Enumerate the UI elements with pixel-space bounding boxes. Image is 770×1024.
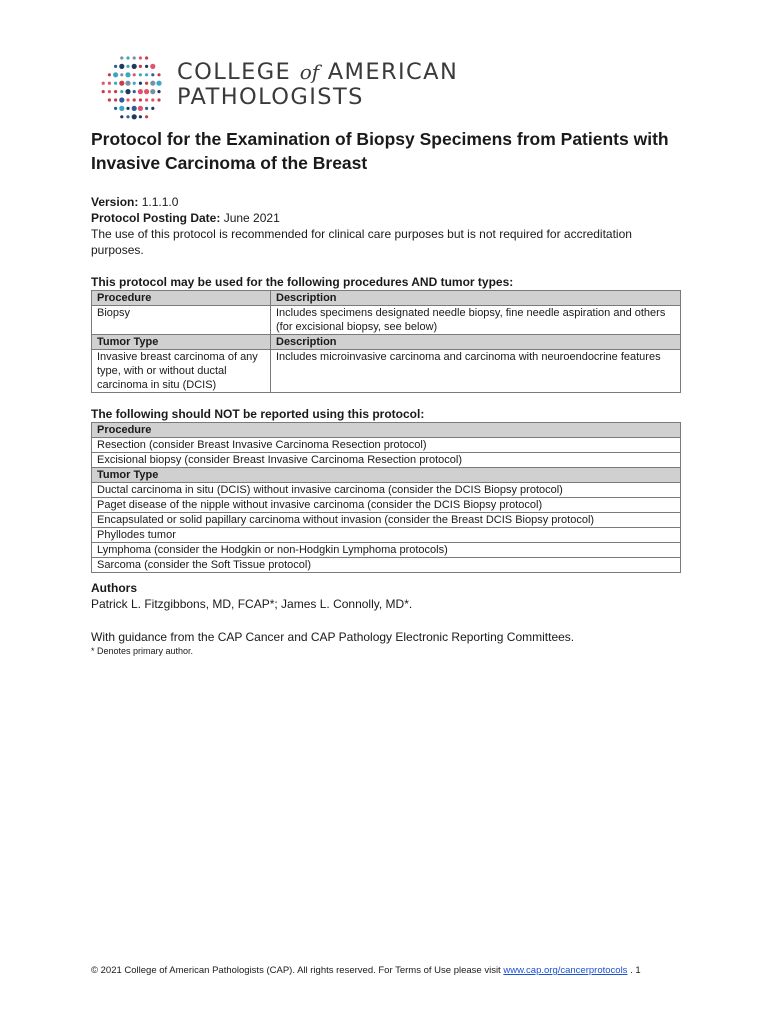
logo-line1-college: COLLEGE	[177, 59, 292, 85]
version-label: Version:	[91, 195, 139, 209]
posting-date-value: June 2021	[223, 211, 280, 225]
table-row	[92, 528, 681, 543]
tumor-type-cell: Paget disease of the nipple without invasive carcinoma (consider the DCIS Biopsy protocol)	[92, 498, 681, 513]
logo-dot	[114, 98, 117, 101]
table-row	[92, 558, 681, 573]
logo-dot	[126, 65, 129, 68]
logo-dot	[145, 65, 148, 68]
procedure-cell: Resection (consider Breast Invasive Carcinoma Resection protocol)	[92, 438, 681, 453]
logo-dot	[132, 114, 137, 119]
description-cell: Includes specimens designated needle biopsy, fine needle aspiration and others (for excisional biopsy, see below)	[271, 306, 681, 335]
table-row	[92, 498, 681, 513]
authors-heading: Authors	[91, 581, 137, 595]
procedure-cell: Excisional biopsy (consider Breast Invasive Carcinoma Resection protocol)	[92, 453, 681, 468]
logo-dot	[119, 64, 124, 69]
logo-dot	[156, 81, 161, 86]
logo-line2: PATHOLOGISTS	[177, 84, 364, 110]
table-row	[92, 483, 681, 498]
section-applicable-label: This protocol may be used for the following procedures AND tumor types:	[91, 275, 514, 289]
section-excluded-label: The following should NOT be reported using this protocol:	[91, 407, 425, 421]
page-number: . 1	[630, 965, 641, 976]
authors-list: Patrick L. Fitzgibbons, MD, FCAP*; James L. Connolly, MD*.	[91, 597, 413, 611]
logo-dot	[145, 98, 148, 101]
logo-dot	[114, 90, 117, 93]
procedure-header: Procedure	[92, 291, 271, 306]
logo-dot	[150, 89, 155, 94]
logo-dot	[114, 82, 117, 85]
logo-dot	[139, 73, 142, 76]
tumor-type-cell: Invasive breast carcinoma of any type, with or without ductal carcinoma in situ (DCIS)	[92, 350, 271, 393]
logo-dot	[145, 115, 148, 118]
procedure-cell: Biopsy	[92, 306, 271, 335]
logo-dot	[120, 73, 123, 76]
tumor-type-cell: Ductal carcinoma in situ (DCIS) without invasive carcinoma (consider the DCIS Biopsy protocol)	[92, 483, 681, 498]
tumor-type-cell: Phyllodes tumor	[92, 528, 681, 543]
logo-dot	[133, 98, 136, 101]
primary-author-footnote: * Denotes primary author.	[91, 646, 194, 656]
description-cell: Includes microinvasive carcinoma and carcinoma with neuroendocrine features	[271, 350, 681, 393]
logo-dot	[139, 115, 142, 118]
tumor-type-cell: Encapsulated or solid papillary carcinoma without invasion (consider the Breast DCIS Biopsy protocol)	[92, 513, 681, 528]
tumor-type-header: Tumor Type	[92, 468, 681, 483]
logo-dot	[114, 65, 117, 68]
applicable-table	[91, 290, 681, 393]
tumor-type-header: Tumor Type	[92, 335, 271, 350]
logo-dot	[150, 64, 155, 69]
logo-dot	[120, 115, 123, 118]
logo-dot	[139, 56, 142, 59]
protocol-meta	[91, 194, 681, 258]
logo-dot	[150, 81, 155, 86]
logo-dot	[151, 107, 154, 110]
logo-dot	[145, 82, 148, 85]
logo-dot	[139, 65, 142, 68]
table-row	[92, 543, 681, 558]
tumor-type-cell: Lymphoma (consider the Hodgkin or non-Hodgkin Lymphoma protocols)	[92, 543, 681, 558]
logo-dot	[151, 73, 154, 76]
logo-dot	[114, 107, 117, 110]
logo-dot	[151, 98, 154, 101]
logo-dot	[133, 90, 136, 93]
page-footer	[91, 965, 681, 976]
table-row	[92, 453, 681, 468]
excluded-table	[91, 422, 681, 573]
logo-dot	[125, 72, 130, 77]
procedure-header: Procedure	[92, 423, 681, 438]
logo-dot	[108, 73, 111, 76]
logo-dot	[113, 72, 118, 77]
logo-dot	[126, 56, 129, 59]
posting-date-label: Protocol Posting Date:	[91, 211, 221, 225]
logo-dot	[133, 56, 136, 59]
logo-dot	[157, 90, 160, 93]
cap-logo	[93, 54, 473, 122]
logo-dot	[108, 98, 111, 101]
table-row	[92, 438, 681, 453]
logo-dot	[138, 106, 143, 111]
tumor-type-cell: Sarcoma (consider the Soft Tissue protocol)	[92, 558, 681, 573]
table-header-row	[92, 291, 681, 306]
logo-dot	[125, 81, 130, 86]
guidance-note: With guidance from the CAP Cancer and CAP Pathology Electronic Reporting Committees.	[91, 630, 575, 644]
table-row	[92, 350, 681, 393]
logo-dot	[126, 98, 129, 101]
table-header-row	[92, 335, 681, 350]
logo-dot	[126, 107, 129, 110]
usage-note: The use of this protocol is recommended for clinical care purposes but is not required for accreditation purposes.	[91, 227, 632, 257]
logo-dot	[139, 82, 142, 85]
logo-dot	[119, 97, 124, 102]
logo-dot	[157, 98, 160, 101]
logo-dot	[120, 90, 123, 93]
logo-dot	[133, 82, 136, 85]
table-row	[92, 306, 681, 335]
cap-dot-logo-icon	[93, 54, 165, 122]
logo-dot	[125, 89, 130, 94]
logo-dot	[133, 73, 136, 76]
logo-dot	[145, 107, 148, 110]
logo-dot	[126, 115, 129, 118]
document-title: Protocol for the Examination of Biopsy Specimens from Patients with Invasive Carcinoma of the Breast	[91, 129, 669, 173]
logo-line1-american: AMERICAN	[327, 59, 459, 85]
description-header: Description	[271, 291, 681, 306]
logo-dot	[119, 81, 124, 86]
logo-wordmark	[177, 60, 458, 110]
table-row	[92, 513, 681, 528]
copyright-text: © 2021 College of American Pathologists (CAP). All rights reserved. For Terms of Use please visit	[91, 965, 501, 976]
logo-dot	[139, 98, 142, 101]
logo-dot	[102, 82, 105, 85]
logo-dot	[157, 73, 160, 76]
logo-dot	[108, 82, 111, 85]
logo-dot	[119, 106, 124, 111]
logo-line1-of: of	[299, 60, 320, 84]
description-header: Description	[271, 335, 681, 350]
table-header-row	[92, 423, 681, 438]
logo-dot	[132, 106, 137, 111]
logo-dot	[145, 73, 148, 76]
logo-dot	[108, 90, 111, 93]
logo-dot	[120, 56, 123, 59]
cancer-protocols-link[interactable]: www.cap.org/cancerprotocols	[503, 965, 628, 976]
logo-dot	[102, 90, 105, 93]
table-header-row	[92, 468, 681, 483]
logo-dot	[138, 89, 143, 94]
logo-dot	[145, 56, 148, 59]
logo-dot	[132, 64, 137, 69]
version-value: 1.1.1.0	[141, 195, 179, 209]
logo-dot	[144, 89, 149, 94]
